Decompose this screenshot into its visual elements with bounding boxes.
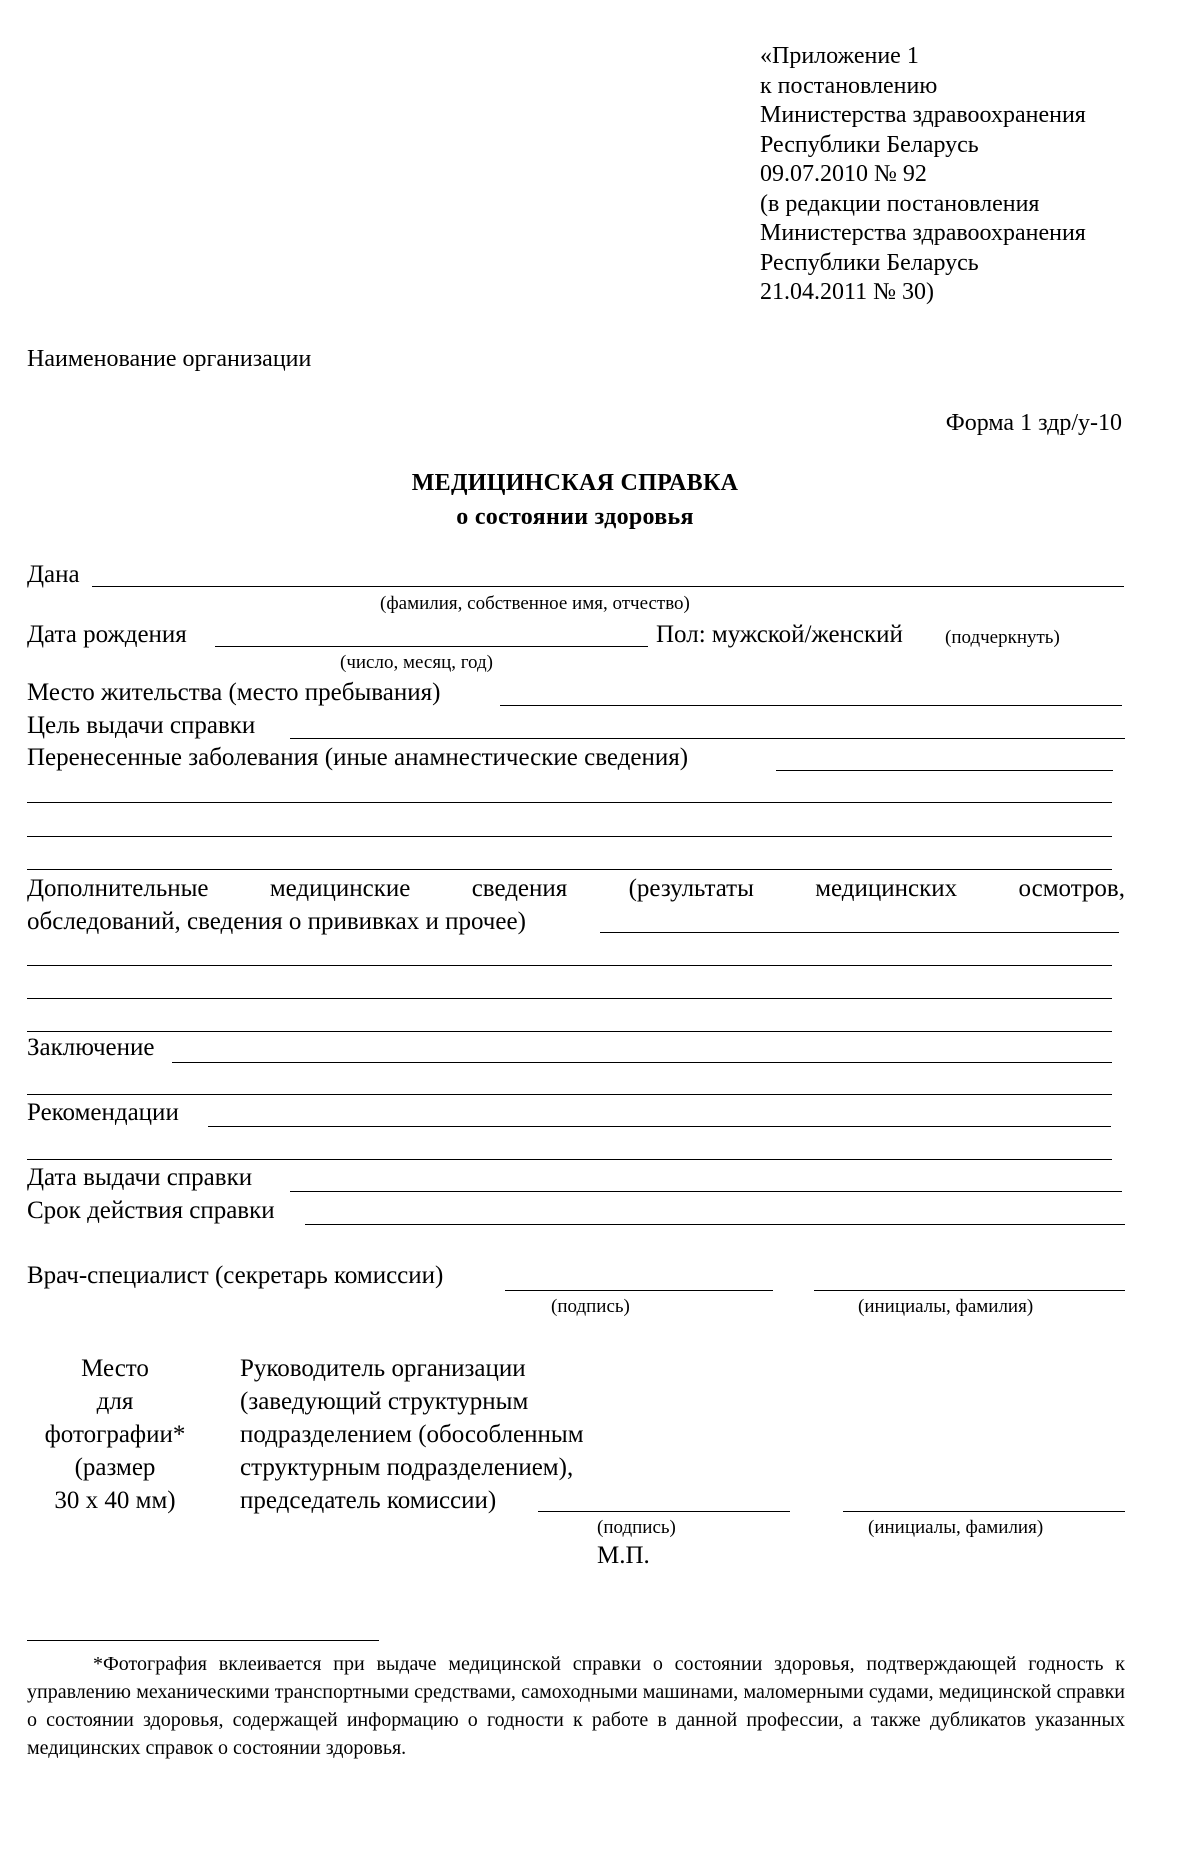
additional-info-word: Дополнительные (27, 875, 209, 902)
doctor-signature-field[interactable] (505, 1290, 773, 1291)
residence-label: Место жительства (место пребывания) (27, 679, 441, 706)
past-diseases-field[interactable] (776, 770, 1113, 771)
appendix-line: к постановлению (760, 72, 938, 99)
head-line: структурным подразделением), (240, 1454, 574, 1481)
issue-date-field[interactable] (290, 1191, 1122, 1192)
footnote-divider (27, 1640, 379, 1641)
purpose-field[interactable] (290, 738, 1125, 739)
additional-info-extra-line[interactable] (27, 965, 1112, 966)
appendix-header (760, 42, 1086, 308)
doctor-name-hint: (инициалы, фамилия) (858, 1296, 1034, 1317)
head-of-organization-label (240, 1352, 584, 1517)
residence-field[interactable] (500, 705, 1122, 706)
appendix-line: 09.07.2010 № 92 (760, 161, 927, 187)
birth-date-field[interactable] (215, 646, 648, 647)
photo-line: фотографии* (44, 1421, 186, 1448)
appendix-line: (в редакции постановления (760, 190, 1040, 217)
sex-hint: (подчеркнуть) (945, 627, 1060, 648)
stamp-place: М.П. (597, 1542, 650, 1569)
additional-info-word: медицинских (815, 875, 958, 902)
conclusion-field[interactable] (172, 1062, 1112, 1063)
validity-field[interactable] (305, 1224, 1125, 1225)
head-signature-hint: (подпись) (597, 1517, 676, 1538)
additional-info-word: осмотров, (1018, 875, 1125, 902)
footnote-text: *Фотография вклеивается при выдаче медицинской справки о состоянии здоровья, подтверждающей годность к управлению механическими транспортными средствами, самоходными машинами, маломерными судами, медицинской справки о состоянии здоровья, содержащей информацию о годности к работе в данной профессии, а также дубликатов указанных медицинских справок о состоянии здоровья. (27, 1653, 1125, 1759)
doctor-signature-hint: (подпись) (551, 1296, 630, 1317)
additional-info-word: (результаты (628, 875, 754, 902)
photo-line: для (96, 1388, 134, 1415)
organization-label: Наименование организации (27, 346, 312, 372)
past-diseases-label: Перенесенные заболевания (иные анамнестические сведения) (27, 744, 689, 771)
additional-info-line2: обследований, сведения о прививках и прочее) (27, 908, 526, 935)
additional-info-field[interactable] (600, 932, 1119, 933)
doctor-label: Врач-специалист (секретарь комиссии) (27, 1262, 444, 1289)
appendix-line: Республики Беларусь (760, 249, 979, 276)
doctor-name-field[interactable] (814, 1290, 1125, 1291)
head-line: подразделением (обособленным (240, 1421, 584, 1448)
validity-label: Срок действия справки (27, 1197, 275, 1224)
head-name-field[interactable] (843, 1511, 1125, 1512)
recommendations-field[interactable] (208, 1126, 1111, 1127)
photo-line: 30 х 40 мм) (54, 1487, 176, 1514)
form-code: Форма 1 здр/у-10 (945, 410, 1122, 436)
birth-date-label: Дата рождения (27, 621, 187, 648)
recommendations-label: Рекомендации (27, 1099, 179, 1126)
sex-label: Пол: мужской/женский (656, 621, 903, 648)
title-sub: о состоянии здоровья (456, 504, 694, 530)
head-line: (заведующий структурным (240, 1388, 529, 1415)
issued-to-field[interactable] (92, 586, 1124, 587)
appendix-line: Министерства здравоохранения (760, 102, 1086, 128)
issued-to-label: Дана (27, 561, 80, 588)
past-diseases-extra-line[interactable] (27, 836, 1112, 837)
conclusion-extra-line[interactable] (27, 1094, 1112, 1095)
head-signature-field[interactable] (538, 1511, 790, 1512)
footnote (27, 1650, 1125, 1762)
issued-to-hint: (фамилия, собственное имя, отчество) (380, 593, 690, 614)
additional-info-label (27, 872, 1125, 938)
appendix-line: «Приложение 1 (760, 43, 919, 69)
appendix-line: Республики Беларусь (760, 131, 979, 158)
additional-info-extra-line[interactable] (27, 1031, 1112, 1032)
title-main: МЕДИЦИНСКАЯ СПРАВКА (411, 470, 739, 496)
document-title (0, 466, 1150, 534)
head-line: Руководитель организации (240, 1355, 526, 1382)
additional-info-word: медицинские (269, 875, 411, 902)
additional-info-word: сведения (471, 875, 568, 902)
appendix-line: 21.04.2011 № 30) (760, 279, 934, 305)
head-name-hint: (инициалы, фамилия) (868, 1517, 1044, 1538)
head-line: председатель комиссии) (240, 1487, 497, 1514)
past-diseases-extra-line[interactable] (27, 869, 1112, 870)
past-diseases-extra-line[interactable] (27, 802, 1112, 803)
issue-date-label: Дата выдачи справки (27, 1164, 253, 1191)
photo-placeholder (40, 1352, 190, 1517)
additional-info-extra-line[interactable] (27, 998, 1112, 999)
appendix-line: Министерства здравоохранения (760, 220, 1086, 246)
photo-line: Место (81, 1355, 149, 1382)
photo-line: (размер (74, 1454, 156, 1481)
purpose-label: Цель выдачи справки (27, 712, 256, 739)
conclusion-label: Заключение (27, 1034, 155, 1061)
birth-date-hint: (число, месяц, год) (340, 652, 494, 673)
recommendations-extra-line[interactable] (27, 1159, 1112, 1160)
